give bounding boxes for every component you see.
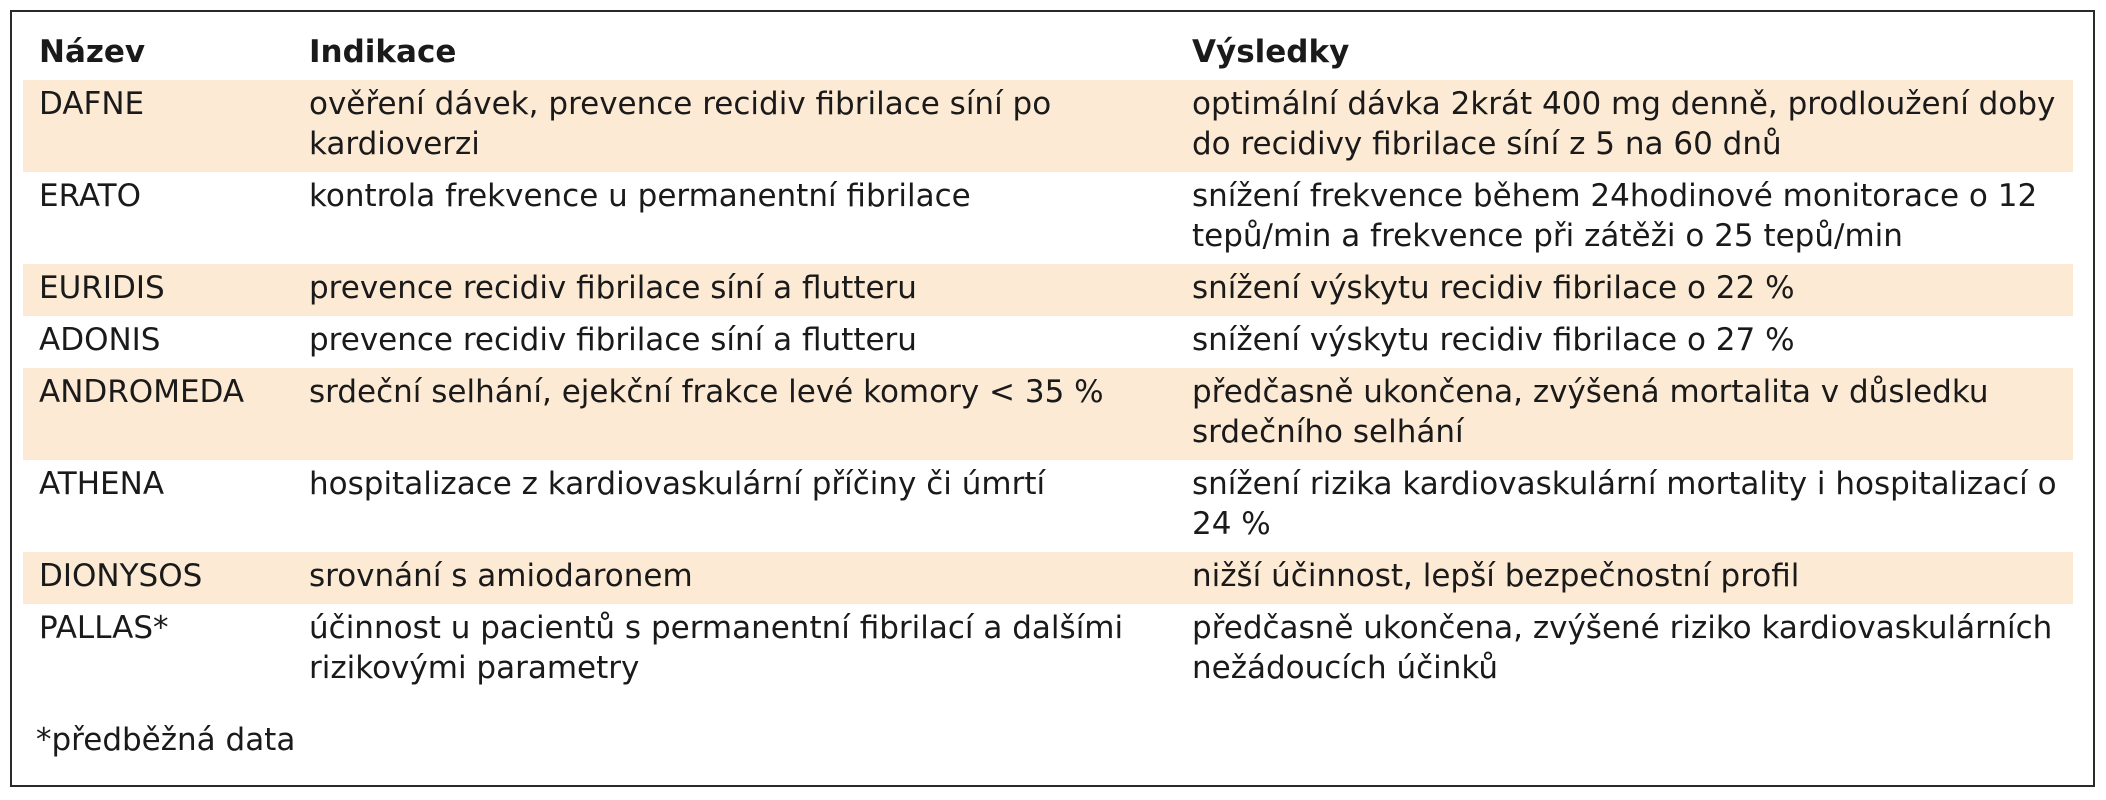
table-row: [23, 316, 2073, 368]
cell-indication: účinnost u pacientů s permanentní fibrilací a dalšími rizikovými parametry: [309, 610, 1124, 686]
cell-name: ADONIS: [39, 322, 161, 358]
cell-name: ATHENA: [39, 466, 165, 502]
cell-results: nižší účinnost, lepší bezpečnostní profil: [1176, 552, 2073, 604]
cell-indication: srdeční selhání, ejekční frakce levé komory < 35 %: [293, 368, 1176, 460]
cell-name: DIONYSOS: [23, 552, 293, 604]
cell-results: snížení frekvence během 24hodinové monitorace o 12 tepů/min a frekvence při zátěži o 25 tepů/min: [1192, 178, 2038, 254]
header-name: Název: [39, 34, 146, 70]
cell-results: snížení rizika kardiovaskulární mortality i hospitalizací o 24 %: [1192, 466, 2057, 542]
header-indication: Indikace: [309, 34, 457, 70]
table-row: [23, 552, 2073, 604]
cell-name: EURIDIS: [23, 264, 293, 316]
cell-name: DAFNE: [23, 80, 293, 172]
trials-table: [23, 26, 2073, 696]
cell-name: ANDROMEDA: [23, 368, 293, 460]
cell-results: snížení výskytu recidiv fibrilace o 27 %: [1192, 322, 1795, 358]
header-results: Výsledky: [1192, 34, 1350, 70]
table-row: [23, 460, 2073, 552]
table-header-row: [23, 26, 2073, 80]
table-row: [23, 368, 2073, 460]
cell-name: ERATO: [39, 178, 142, 214]
cell-indication: prevence recidiv fibrilace síní a flutteru: [293, 264, 1176, 316]
cell-name: PALLAS*: [39, 610, 169, 646]
cell-indication: ověření dávek, prevence recidiv fibrilace síní po kardioverzi: [293, 80, 1176, 172]
table-row: [23, 80, 2073, 172]
cell-indication: prevence recidiv fibrilace síní a flutteru: [309, 322, 917, 358]
cell-results: snížení výskytu recidiv fibrilace o 22 %: [1176, 264, 2073, 316]
cell-indication: srovnání s amiodaronem: [293, 552, 1176, 604]
table-row: [23, 172, 2073, 264]
cell-results: optimální dávka 2krát 400 mg denně, prodloužení doby do recidivy fibrilace síní z 5 na 60 dnů: [1176, 80, 2073, 172]
footnote: *předběžná data: [36, 722, 296, 758]
table-row: [23, 604, 2073, 696]
table-row: [23, 264, 2073, 316]
cell-results: předčasně ukončena, zvýšená mortalita v důsledku srdečního selhání: [1176, 368, 2073, 460]
cell-results: předčasně ukončena, zvýšené riziko kardiovaskulárních nežádoucích účinků: [1192, 610, 2053, 686]
cell-indication: hospitalizace z kardiovaskulární příčiny či úmrtí: [309, 466, 1046, 502]
cell-indication: kontrola frekvence u permanentní fibrilace: [309, 178, 971, 214]
